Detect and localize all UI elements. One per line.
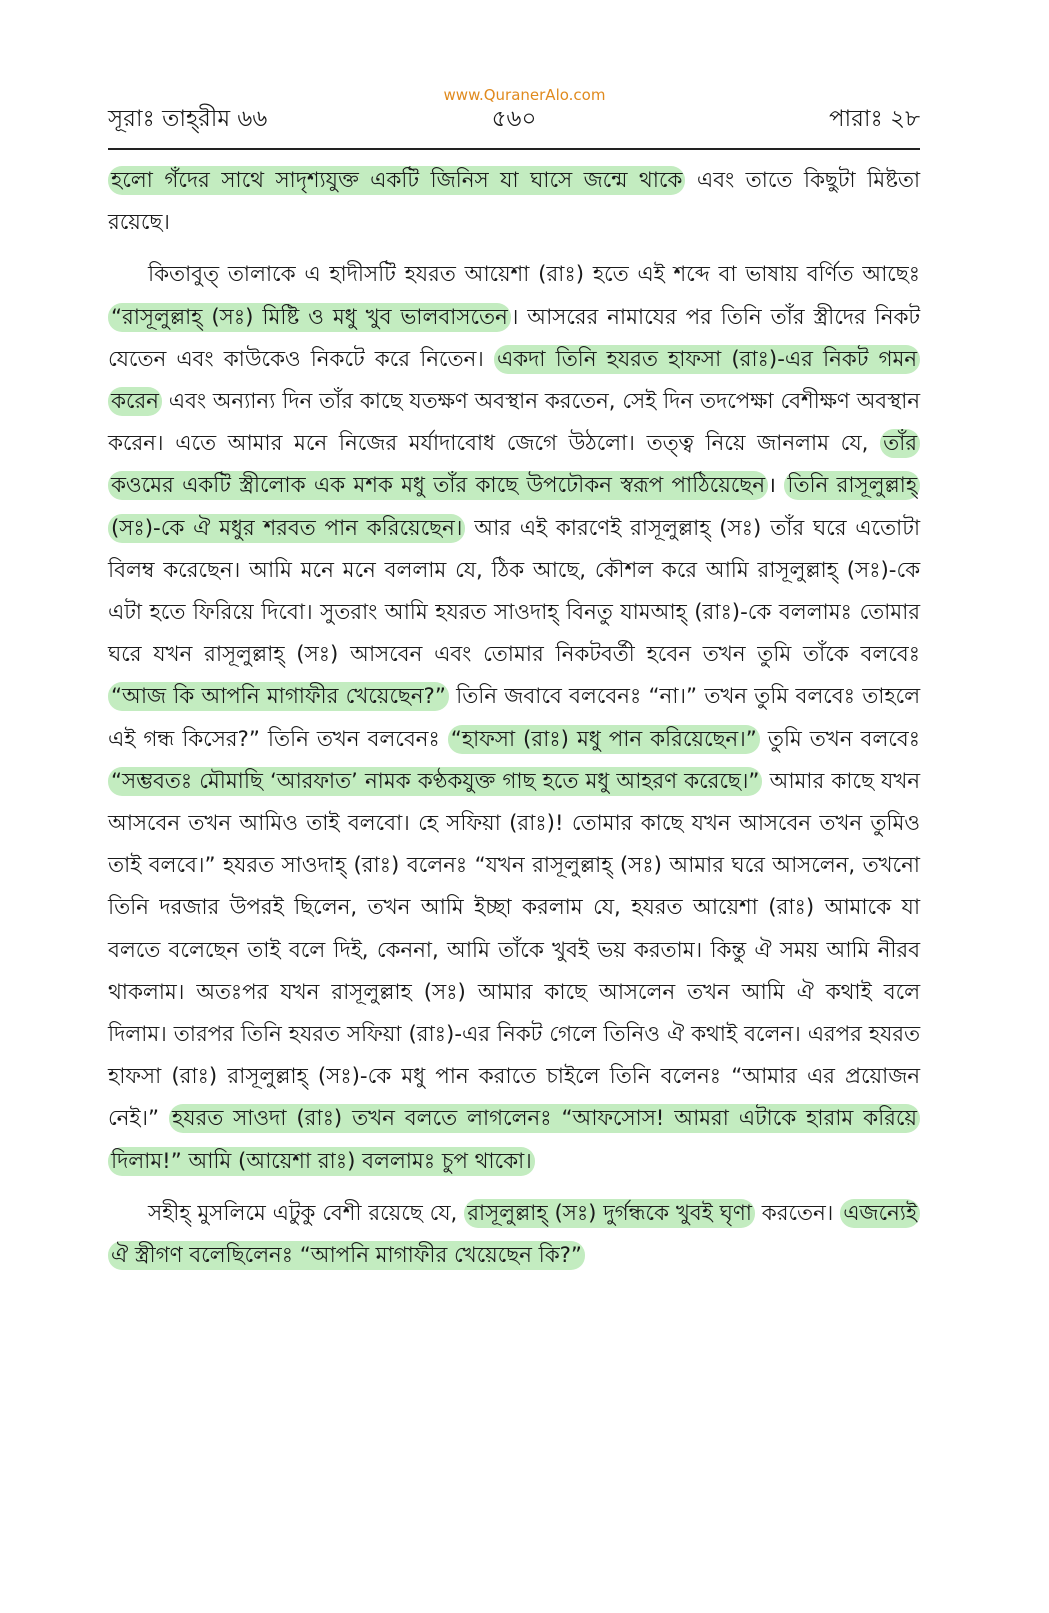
text-run: আর এই কারণেই রাসূলুল্লাহ্ (সঃ) তাঁর ঘরে এতোটা বিলম্ব করেছেন। আমি মনে মনে বললাম যে, ঠিক আছে, কৌশল করে আমি রাসূলুল্লাহ্ (সঃ)-কে এটা হতে ফিরিয়ে দিবো। সুতরাং আমি হযরত সাওদাহ্ বিনতু যামআহ্ (রাঃ)-কে বললামঃ তোমার ঘরে যখন রাসূলুল্লাহ্ (সঃ) আসবেন এবং তোমার নিকটবর্তী হবেন তখন তুমি তাঁকে বলবেঃ [108,515,920,668]
highlighted-text: রাসূলুল্লাহ্ (সঃ) দুর্গন্ধকে খুবই ঘৃণা [464,1199,755,1228]
highlighted-text: তিনি রাসূলুল্লাহ্ (সঃ)-কে ঐ মধুর শরবত পান করিয়েছেন। [108,471,920,542]
text-run: এবং অন্যান্য দিন তাঁর কাছে যতক্ষণ অবস্থান করতেন, সেই দিন তদপেক্ষা বেশীক্ষণ অবস্থান করেন। এতে আমার মনে নিজের মর্যাদাবোধ জেগে উঠলো। তত্ত্ব নিয়ে জানলাম যে, [108,389,920,457]
page-header [108,100,920,142]
surah-label: সূরাঃ তাহ্‌রীম ৬৬ [108,106,268,132]
text-run: তুমি তখন বলবেঃ [759,726,920,752]
header-divider [108,148,920,150]
paragraph-1 [108,160,920,244]
text-run: । আসরের নামাযের পর তিনি তাঁর স্ত্রীদের নিকট যেতেন এবং কাউকেও নিকটে করে নিতেন। [108,304,920,372]
highlighted-text: একদা তিনি হযরত হাফসা (রাঃ)-এর নিকট গমন করেন [108,345,920,416]
highlighted-text: এজন্যেই ঐ স্ত্রীগণ বলেছিলেনঃ “আপনি মাগাফীর খেয়েছেন কি?” [108,1199,920,1270]
text-run: । [767,473,785,499]
highlighted-text: হলো গঁদের সাথে সাদৃশ্যযুক্ত একটি জিনিস যা ঘাসে জন্মে থাকে [108,166,685,195]
text-run: কিতাবুত্ তালাকে এ হাদীসটি হযরত আয়েশা (রাঃ) হতে এই শব্দে বা ভাষায় বর্ণিত আছেঃ [148,262,920,288]
paragraph-2 [108,254,920,1182]
text-run: করতেন। [754,1200,841,1226]
highlighted-text: “সম্ভবতঃ মৌমাছি ‘আরফাত’ নামক কণ্ঠকযুক্ত গাছ হতে মধু আহরণ করেছে।” [108,767,762,796]
para-label: পারাঃ ২৮ [828,106,920,132]
text-run: এবং তাতে কিছুটা মিষ্টতা রয়েছে। [108,168,920,236]
highlighted-text: “রাসূলুল্লাহ্ (সঃ) মিষ্টি ও মধু খুব ভালবাসতেন [108,303,511,332]
highlighted-text: “হাফসা (রাঃ) মধু পান করিয়েছেন।” [448,725,760,754]
text-run: তিনি জবাবে বলবেনঃ “না।” তখন তুমি বলবেঃ তাহলে এই গন্ধ কিসের?” তিনি তখন বলবেনঃ [108,684,920,752]
website-watermark: www.QuranerAlo.com [443,86,606,104]
paragraph-3 [108,1193,920,1277]
highlighted-text: তাঁর কওমের একটি স্ত্রীলোক এক মশক মধু তাঁর কাছে উপঢৌকন স্বরূপ পাঠিয়েছেন [108,429,920,500]
text-run: সহীহ্ মুসলিমে এটুকু বেশী রয়েছে যে, [148,1200,465,1226]
page-number: ৫৬০ [491,106,537,132]
highlighted-text: “আজ কি আপনি মাগাফীর খেয়েছেন?” [108,682,449,711]
page-body [108,160,920,1277]
text-run: আমার কাছে যখন আসবেন তখন আমিও তাই বলবো। হে সফিয়া (রাঃ)! তোমার কাছে যখন আসবেন তখন তুমিও তাই বলবে।” হযরত সাওদাহ্ (রাঃ) বলেনঃ “যখন রাসূলুল্লাহ্ (সঃ) আমার ঘরে আসলেন, তখনো তিনি দরজার উপরই ছিলেন, তখন আমি ইচ্ছা করলাম যে, হযরত আয়েশা (রাঃ) আমাকে যা বলতে বলেছেন তাই বলে দিই, কেননা, আমি তাঁকে খুবই ভয় করতাম। কিন্তু ঐ সময় আমি নীরব থাকলাম। অতঃপর যখন রাসূলুল্লাহ (সঃ) আমার কাছে আসলেন তখন আমি ঐ কথাই বলে দিলাম। তারপর তিনি হযরত সফিয়া (রাঃ)-এর নিকট গেলে তিনিও ঐ কথাই বলেন। এরপর হযরত হাফসা (রাঃ) রাসূলুল্লাহ্ (সঃ)-কে মধু পান করাতে চাইলে তিনি বলেনঃ “আমার এর প্রয়োজন নেই।” [108,768,920,1132]
highlighted-text: হযরত সাওদা (রাঃ) তখন বলতে লাগলেনঃ “আফসোস! আমরা এটাকে হারাম করিয়ে দিলাম!” আমি (আয়েশা রাঃ) বললামঃ চুপ থাকো। [108,1104,920,1175]
